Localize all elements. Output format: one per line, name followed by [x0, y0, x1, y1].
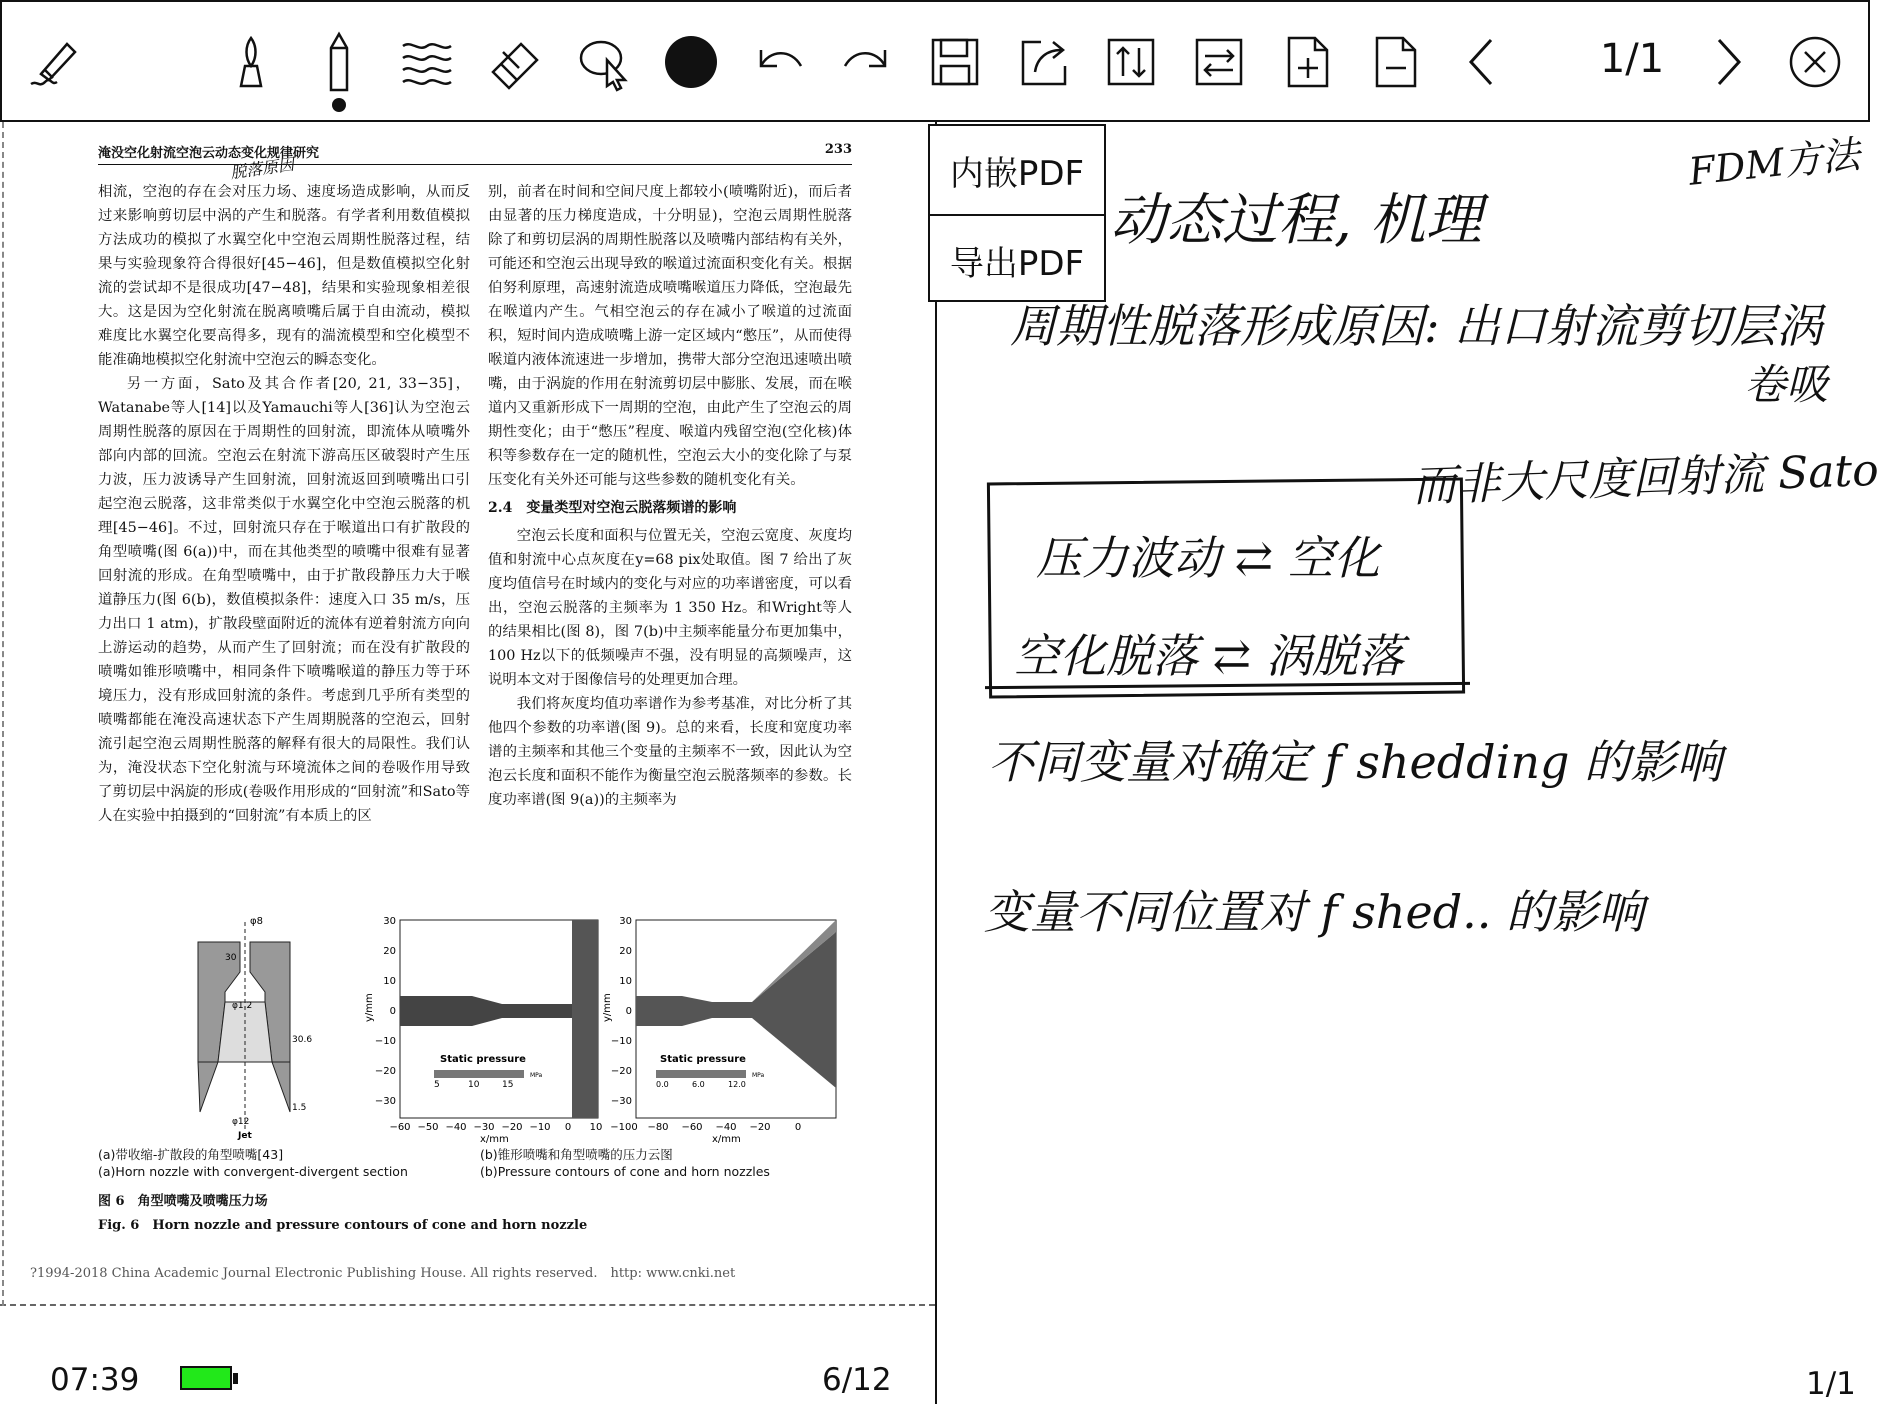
fig-a-label: φ12	[232, 1117, 250, 1127]
lasso-select-icon[interactable]	[568, 24, 638, 100]
svg-text:20: 20	[383, 946, 396, 957]
svg-text:−80: −80	[647, 1122, 669, 1133]
figure-6a-nozzle	[180, 912, 330, 1142]
figure-title-cn: 图 6 角型喷嘴及喷嘴压力场	[98, 1194, 268, 1209]
handwritten-note: 动态过程, 机理	[1110, 188, 1482, 253]
paragraph: 空泡云长度和面积与位置无关，空泡云宽度、灰度均值和射流中心点灰度在y=68 pix处取值。图 7 给出了灰度均值信号在时域内的变化与对应的功率谱密度，可以看出，空泡云脱落的主频率为 1 350 Hz。和Wright等人的结果相比(图 8)，图 7(b)中主频率能量分布更加集中，100 Hz以下的低频噪声不强，没有明显的高频噪声，这说明本文对于图像信号的处理更加合理。	[488, 528, 852, 688]
legend-unit: MPa	[530, 1072, 543, 1079]
handwritten-note: 空化脱落 ⇄ 涡脱落	[1014, 629, 1404, 683]
svg-text:−60: −60	[681, 1122, 703, 1133]
eraser-icon[interactable]	[480, 24, 550, 100]
pdf-page-number: 6/12	[822, 1362, 892, 1398]
swap-icon[interactable]	[1184, 24, 1254, 100]
figure-title-en: Fig. 6 Horn nozzle and pressure contours of cone and horn nozzle	[98, 1218, 588, 1233]
legend-title: Static pressure	[440, 1054, 526, 1065]
y-ticks	[375, 916, 396, 1107]
svg-text:6.0: 6.0	[692, 1080, 705, 1089]
redo-icon[interactable]	[832, 24, 902, 100]
close-icon[interactable]	[1780, 24, 1850, 100]
svg-text:−40: −40	[445, 1122, 467, 1133]
margin-handwriting: 脱落原因	[229, 154, 296, 183]
reorder-icon[interactable]	[1096, 24, 1166, 100]
svg-text:−30: −30	[473, 1122, 495, 1133]
handwritten-note: FDM方法	[1686, 132, 1862, 194]
fig-a-label: φ1.2	[232, 1001, 253, 1011]
paragraph: 别，前者在时间和空间尺度上都较小(喷嘴附近)，而后者由显著的压力梯度造成，十分明显)，空泡云周期性脱落除了和剪切层涡的周期性脱落以及喷嘴内部结构有关外，可能还和空泡云出现导致的喉道过流面积变化有关。根据伯努利原理，高速射流造成喷嘴喉道压力降低，空泡最先在喉道内产生。气相空泡云的存在减小了喉道的过流面积，短时间内造成喷嘴上游一定区域内“憋压”，从而使得喉道内液体流速进一步增加，携带大部分空泡迅速喷出喷嘴，由于涡旋的作用在射流剪切层中膨胀、发展，而在喉道内又重新形成下一周期的空泡，由此产生了空泡云的周期性变化；由于“憋压”程度、喉道内残留空泡(空化核)体积等参数存在一定的随机性，空泡云大小的变化除了与泵压变化有关外还可能与这些参数的随机变化有关。	[488, 184, 852, 488]
add-page-icon[interactable]	[1272, 24, 1342, 100]
svg-text:20: 20	[619, 946, 632, 957]
save-icon[interactable]	[920, 24, 990, 100]
battery-icon	[180, 1366, 232, 1390]
export-pdf-menu-item[interactable]: 导出PDF	[930, 214, 1104, 304]
pdf-right-column	[488, 180, 852, 812]
x-ticks	[610, 1122, 801, 1133]
svg-text:−10: −10	[610, 1036, 632, 1047]
x-axis-label: x/mm	[480, 1134, 509, 1145]
caption-en: (a)Horn nozzle with convergent-divergent section	[98, 1164, 408, 1179]
x-axis-label: x/mm	[712, 1134, 741, 1145]
svg-text:10: 10	[619, 976, 632, 987]
x-ticks	[389, 1122, 602, 1133]
svg-text:30: 30	[383, 916, 396, 927]
svg-text:−20: −20	[749, 1122, 771, 1133]
svg-text:−20: −20	[501, 1122, 523, 1133]
color-black-icon[interactable]	[656, 24, 726, 100]
caption-cn: (b)锥形喷嘴和角型喷嘴的压力云图	[480, 1147, 673, 1162]
handwriting-mode-icon[interactable]	[20, 24, 90, 100]
running-head	[98, 142, 852, 165]
running-head-title: 淹没空化射流空泡云动态变化规律研究	[98, 146, 320, 161]
brush-icon[interactable]	[216, 24, 286, 100]
line-width-icon[interactable]	[392, 24, 462, 100]
svg-text:−20: −20	[374, 1066, 396, 1077]
handwritten-note: 而非大尺度回射流 Sato	[1411, 444, 1880, 513]
next-page-icon[interactable]	[1692, 24, 1762, 100]
svg-text:0: 0	[564, 1122, 572, 1133]
section-heading: 2.4 变量类型对空泡云脱落频谱的影响	[488, 500, 737, 516]
delete-page-icon[interactable]	[1360, 24, 1430, 100]
figure-caption-a	[98, 1146, 408, 1180]
svg-text:−50: −50	[417, 1122, 439, 1133]
y-axis-label: y/mm	[364, 993, 375, 1022]
pencil-icon[interactable]	[304, 24, 374, 100]
legend-unit: MPa	[752, 1072, 765, 1079]
y-axis-label: y/mm	[602, 993, 613, 1022]
svg-text:−20: −20	[610, 1066, 632, 1077]
svg-text:0: 0	[389, 1006, 396, 1017]
svg-text:0: 0	[794, 1122, 802, 1133]
previous-page-icon[interactable]	[1448, 24, 1518, 100]
svg-text:−30: −30	[610, 1096, 632, 1107]
svg-text:10: 10	[383, 976, 396, 987]
page-left-boundary	[2, 122, 4, 1306]
paragraph: 我们将灰度均值功率谱作为参考基准，对比分析了其他四个参数的功率谱(图 9)。总的来看，长度和宽度功率谱的主频率和其他三个变量的主频率不一致，因此认为空泡云长度和面积不能作为衡量空泡云脱落频率的参数。长度功率谱(图 9(a))的主频率为	[488, 696, 852, 808]
svg-text:−100: −100	[610, 1122, 638, 1133]
embed-pdf-menu-item[interactable]: 内嵌PDF	[949, 153, 1085, 194]
handwritten-note: 周期性脱落形成原因: 出口射流剪切层涡	[1010, 299, 1823, 353]
paragraph: 另一方面，Sato及其合作者[20, 21, 33−35]，Watanabe等人[14]以及Yamauchi等人[36]认为空泡云周期性脱落的原因在于周期性的回射流，即流体从喷嘴外部向内部的回流。空泡云在射流下游高压区破裂时产生压力波，压力波诱导产生回射流，回射流返回到喷嘴出口引起空泡云脱落，这非常类似于水翼空化中空泡云脱落的机理[45−46]。不过，回射流只存在于喉道出口有扩散段的角型喷嘴(图 6(a))中，而在其他类型的喷嘴中很难有显著回射流的形成。在角型喷嘴中，由于扩散段静压力大于喉道静压力(图 6(b)，数值模拟条件：速度入口 35 m/s，压力出口 1 atm)，扩散段壁面附近的流体有逆着射流方向向上游运动的趋势，从而产生了回射流；而在没有扩散段的喷嘴如锥形喷嘴中，相同条件下喷嘴喉道的静压力等于环境压力，没有形成回射流的条件。考虑到几乎所有类型的喷嘴都能在淹没高速状态下产生周期脱落的空泡云，回射流引起空泡云周期性脱落的解释有很大的局限性。我们认为，淹没状态下空化射流与环境流体之间的卷吸作用导致了剪切层中涡旋的形成(卷吸作用形成的“回射流”和Sato等人在实验中拍摄到的“回射流”有本质上的区	[98, 376, 470, 824]
handwritten-note: 不同变量对确定 f shedding 的影响	[988, 735, 1723, 789]
undo-icon[interactable]	[744, 24, 814, 100]
selected-tool-indicator	[332, 98, 346, 112]
svg-text:−40: −40	[715, 1122, 737, 1133]
svg-text:0.0: 0.0	[656, 1080, 669, 1089]
page-indicator: 1/1	[1599, 36, 1665, 82]
svg-text:10: 10	[589, 1122, 603, 1133]
svg-text:−30: −30	[374, 1096, 396, 1107]
handwritten-note: 压力波动 ⇄ 空化	[1036, 531, 1380, 585]
svg-text:10: 10	[468, 1080, 480, 1090]
svg-text:−10: −10	[374, 1036, 396, 1047]
pdf-left-column	[98, 180, 470, 828]
clock: 07:39	[50, 1362, 140, 1398]
svg-text:12.0: 12.0	[728, 1080, 746, 1089]
handwritten-note: 变量不同位置对 f shed.. 的影响	[984, 885, 1645, 939]
toolbar	[0, 0, 1870, 122]
running-head-page: 233	[824, 142, 852, 157]
svg-text:−60: −60	[389, 1122, 411, 1133]
share-icon[interactable]	[1008, 24, 1078, 100]
legend-title: Static pressure	[660, 1054, 746, 1065]
svg-text:5: 5	[434, 1080, 440, 1090]
caption-en: (b)Pressure contours of cone and horn nozzles	[480, 1164, 770, 1179]
svg-text:−10: −10	[529, 1122, 551, 1133]
paragraph: 相流，空泡的存在会对压力场、速度场造成影响，从而反过来影响剪切层中涡的产生和脱落。有学者利用数值模拟方法成功的模拟了水翼空化中空泡云周期性脱落过程，结果与实验现象符合得很好[45−46]，但是数值模拟空化射流的尝试却不是很成功[47−48]，结果和实验现象相差很大。这是因为空化射流在脱离喷嘴后属于自由流动，模拟难度比水翼空化要高得多，现有的湍流模型和空化模型不能准确地模拟空化射流中空泡云的瞬态变化。	[98, 184, 470, 368]
fig-a-label: 30.6	[292, 1035, 313, 1045]
fig-a-label: φ8	[250, 916, 263, 927]
copyright-footer: ?1994-2018 China Academic Journal Electronic Publishing House. All rights reserved. http: www.cnki.net	[30, 1266, 736, 1281]
fig-a-label: 1.5	[292, 1103, 307, 1113]
svg-text:15: 15	[502, 1080, 514, 1090]
figure-caption-b	[480, 1146, 770, 1180]
figure-6b-horn-contour	[602, 912, 852, 1145]
svg-text:0: 0	[625, 1006, 632, 1017]
fig-a-label: Jet	[238, 1131, 252, 1141]
y-ticks	[611, 916, 632, 1107]
figure-6b-cone-contour	[362, 912, 612, 1145]
caption-cn: (a)带收缩-扩散段的角型喷嘴[43]	[98, 1147, 284, 1162]
fig-a-label: 30	[225, 953, 237, 963]
note-page-number: 1/1	[1806, 1366, 1856, 1402]
svg-text:30: 30	[619, 916, 632, 927]
figure-title	[98, 1190, 587, 1238]
handwritten-note: 卷吸	[1744, 360, 1829, 409]
